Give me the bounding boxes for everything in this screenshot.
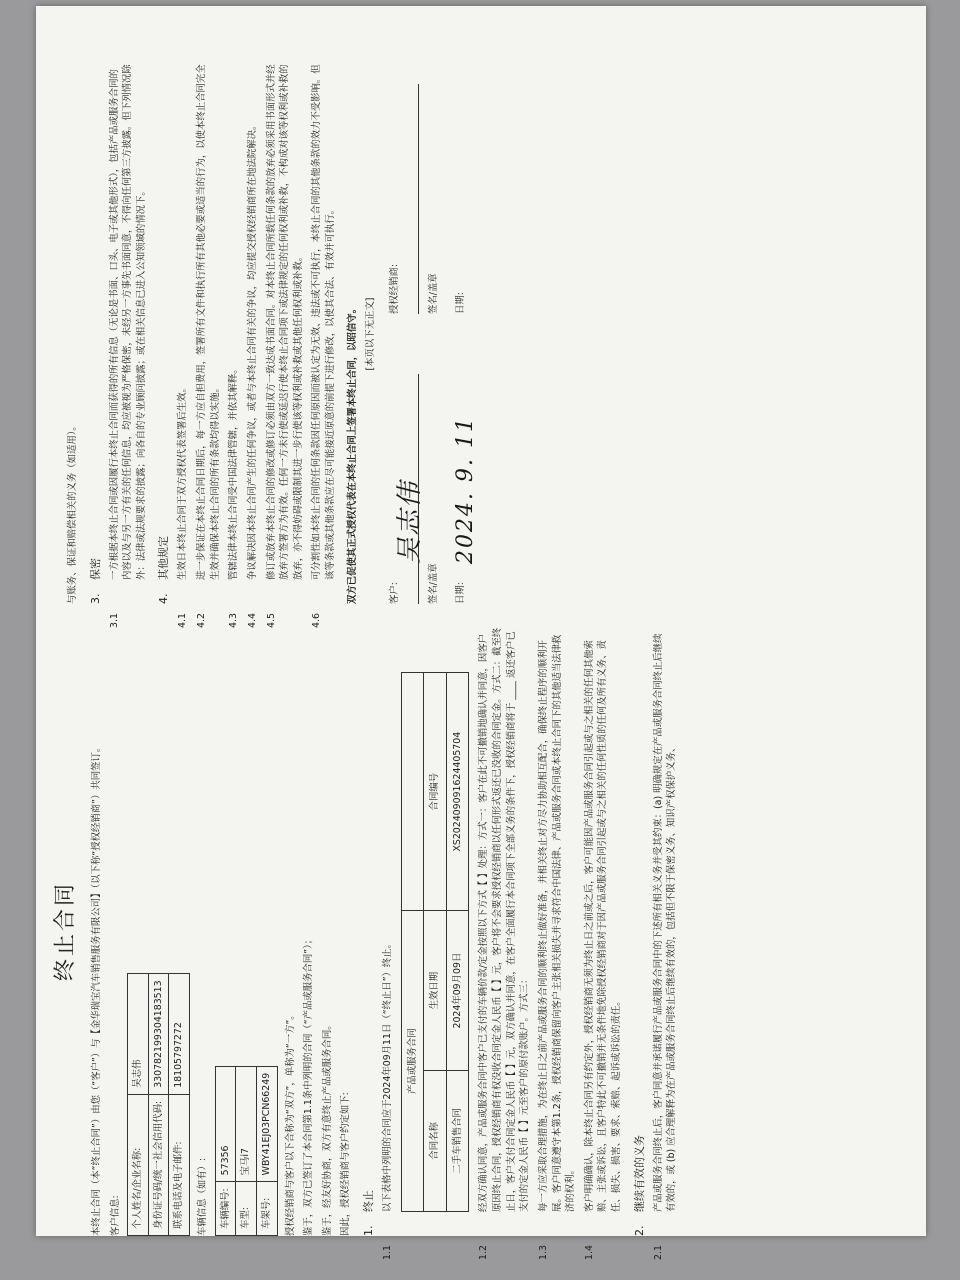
table-cell: XS202409091624405704 (446, 673, 469, 911)
table-header-empty (401, 673, 424, 911)
dealer-label: 授权经销商: (388, 263, 400, 314)
consult-note: 鉴于，经友好协商，双方有意终止产品或服务合同。 (321, 1020, 333, 1236)
section-2-title: 2.继续有效的义务 (632, 1135, 646, 1236)
therefore-note: 因此，授权经销商与客户约定如下: (340, 1092, 352, 1236)
agreement-note: 鉴于，双方已签订了本合同第1.1条中列明的合同（“产品或服务合同”）； (303, 934, 315, 1236)
clause-1-4: 1.4客户明确确认，除本终止合同另有约定外，授权经销商无须为终止日之前或之后，客户可能因产品或服务合同引起或与之相关的任何其他索赔、主张或诉讼，且客户特此不可撤销并无条件地免除授权经销商对于因产品或服务合同引起或与之相关的任何性质的任何及所有义务、责任、损失、损害、要求、索赔、起诉或诉讼的责任。 (583, 640, 623, 1260)
table-row (236, 1066, 257, 1235)
vehicle-value: 57356 (215, 1066, 236, 1182)
signature-area (388, 64, 528, 604)
table-cell: 二手车销售合同 (446, 1070, 469, 1211)
table-row (424, 673, 447, 1212)
customer-label: 客户: (388, 582, 400, 604)
no-text-note: [本页以下无正文] (365, 297, 377, 371)
right-column (36, 64, 528, 628)
clause-2-1: 2.1产品或服务合同终止后，客户同意并承诺履行产品或服务合同中的下述所有相关义务并受其约束：(a) 明确规定在产品或服务合同终止后继续有效的，或 (b) 应合理解释为在产品或服务合同终止后继续有效的，包括但不限于保密义务、知识产权保护义务、 (652, 633, 678, 1260)
vehicle-value: 宝马i7 (236, 1066, 257, 1182)
table-header-row (401, 673, 424, 1212)
continued-text: 与账务、保证和赔偿相关的义务（如适用）。 (67, 421, 78, 604)
clause-4-5: 4.5修订或放弃本终止合同的修改或修订必须由双方一致达成书面合同。对本终止合同所载任何条款的放弃必须采用书面形式并经放弃方签署方为有效。任何一方未行使或延迟行使本终止合同项下或法律规定的任何权利或补救，不构成对该等权利或补救的放弃，亦不得妨碍或限制其进一步行使该等权利或补救或其他任何权利或补救。 (265, 64, 304, 628)
clause-4-2: 4.2进一步保证在本终止合同日期后，每一方应自担费用，签署所有文件和执行所有其他必要或适当的行为，以使本终止合同完全生效并确保本终止合同的所有条款均得以实施。 (196, 64, 221, 628)
clause-1-2: 1.2经双方确认同意，产品或服务合同中客户已支付的车辆价款/定金按照以下方式【 】处理：方式一：客户在此不可撤销地确认并同意，因客户原因终止合同，授权经销商有权没收合同定金人民币【 】元，客户将不会要求授权经销商以任何形式返还已没收的合同定金。方式二：截至终止日，客户支付合同定金人民币【 】元，双方确认并同意，在客户全面履行本合同项下全部义务的条件下，授权经销商将于 ____ 返还客户已支付的定金人民币【 】元至客户的原付款账户。方式三： (478, 627, 531, 1260)
customer-label: 联系电话及电子邮件: (169, 1094, 190, 1235)
customer-value: 330782199304183513 (148, 974, 169, 1094)
table-row (148, 974, 169, 1236)
customer-value: 吴志伟 (128, 974, 149, 1094)
table-col-header: 生效日期 (424, 911, 447, 1070)
clause-4-1: 4.1生效日本终止合同于双方授权代表签署后生效。 (177, 383, 189, 628)
table-row (256, 1066, 277, 1235)
dealer-sign-line (402, 84, 419, 314)
clause-4-6: 4.6可分割性如本终止合同的任何条款因任何原因而被认定为无效、违法或不可执行，本终止合同的其他条款的效力不受影响。但该等条款或其他条款应在尽可能接近原意的前提下进行修改，以使其合法、有效并可执行。 (311, 64, 336, 628)
customer-date-label: 日期: (455, 582, 467, 604)
customer-signature: 吴志伟 (394, 479, 425, 564)
customer-sign-label: 签名/盖章 (427, 563, 439, 604)
customer-table (127, 973, 190, 1236)
vehicle-label: 车架号: (256, 1182, 277, 1236)
rotated-page (36, 36, 916, 1266)
customer-label: 身份证号码/统一社会信用代码: (148, 1094, 169, 1235)
customer-value: 18105797272 (169, 974, 190, 1094)
clause-1-1: 1.1以下表格中列明的合同应于2024年09月11日（“终止日”）终止。 (381, 938, 393, 1260)
section-1-title: 1.终止 (362, 1190, 376, 1236)
doc-title: 终止合同 (53, 881, 78, 982)
vehicle-value: WBY41EJ03PCN66249 (256, 1066, 277, 1182)
vehicle-label: 车型: (236, 1182, 257, 1236)
clause-4-4: 4.4争议解决因本终止合同产生的任何争议，或者与本终止合同有关的争议，均应提交授权经销商所在地法院解决。 (246, 120, 258, 628)
parties-note: 授权经销商与客户以下合称为“双方”，单称为“一方”。 (284, 1010, 296, 1236)
left-column (36, 626, 684, 1260)
table-row (169, 974, 190, 1236)
vehicle-header: 车辆信息（如有）: (197, 1157, 209, 1236)
vehicle-table (215, 1066, 278, 1236)
dealer-sign-block (388, 84, 468, 314)
table-col-header: 合同名称 (424, 1070, 447, 1211)
contract-paper (36, 6, 926, 1260)
section-4-title: 4.其他规定 (157, 536, 171, 604)
customer-header: 客户信息: (109, 1195, 121, 1236)
dealer-date-label: 日期: (455, 292, 467, 314)
section-3-title: 3.保密 (88, 558, 102, 604)
customer-sign-date: 2024. 9. 11 (452, 416, 478, 564)
clause-3-1: 3.1一方根据本终止合同或因履行本终止合同而获得的所有信息（无论是书面、口头、电子或其他形式），包括产品或服务合同的内容以及与另一方有关的任何信息，均应被视为严格保密，未经另一方事先书面同意，不得向任何第三方披露。但下列情况除外：法律或法规要求的披露；向各自的专业顾问披露；或在相关信息已进入公知领域的情况下。 (108, 64, 147, 628)
clause-1-3: 1.3每一方应采取合理措施，为在终止日之前产品或服务合同的顺利终止做好准备，并相关终止对方尽力协助相互配合，确保终止程序的顺利开展。客户同意遵守本第1.2条，授权经销商保留向客户主张相关损失并寻求符合中国法律、产品或服务合同或本终止合同下的其他适当法律救济的权利。 (537, 634, 577, 1260)
customer-sign-block (388, 374, 478, 604)
table-row (128, 974, 149, 1236)
table-col-header: 合同编号 (424, 673, 447, 911)
intro-text: 本终止合同（本“终止合同”）由您（“客户”）与【金华瑞宝汽车销售服务有限公司】（以下称“授权经销商”）共同签订。 (90, 742, 102, 1236)
table-cell: 2024年09月09日 (446, 911, 469, 1070)
vehicle-label: 车辆编号: (215, 1182, 236, 1236)
clause-4-3: 4.3管辖法律本终止合同受中国法律管辖，并依其解释。 (228, 364, 240, 628)
dealer-sign-label: 签名/盖章 (427, 273, 439, 314)
table-row (215, 1066, 236, 1235)
customer-label: 个人姓名/企业名称: (128, 1094, 149, 1235)
table-header: 产品或服务合同 (401, 911, 424, 1212)
closing-text: 双方已促使其正式授权代表在本终止合同上签署本终止合同，以昭信守。 (346, 303, 358, 604)
contract-table (401, 672, 470, 1212)
table-row (446, 673, 469, 1212)
